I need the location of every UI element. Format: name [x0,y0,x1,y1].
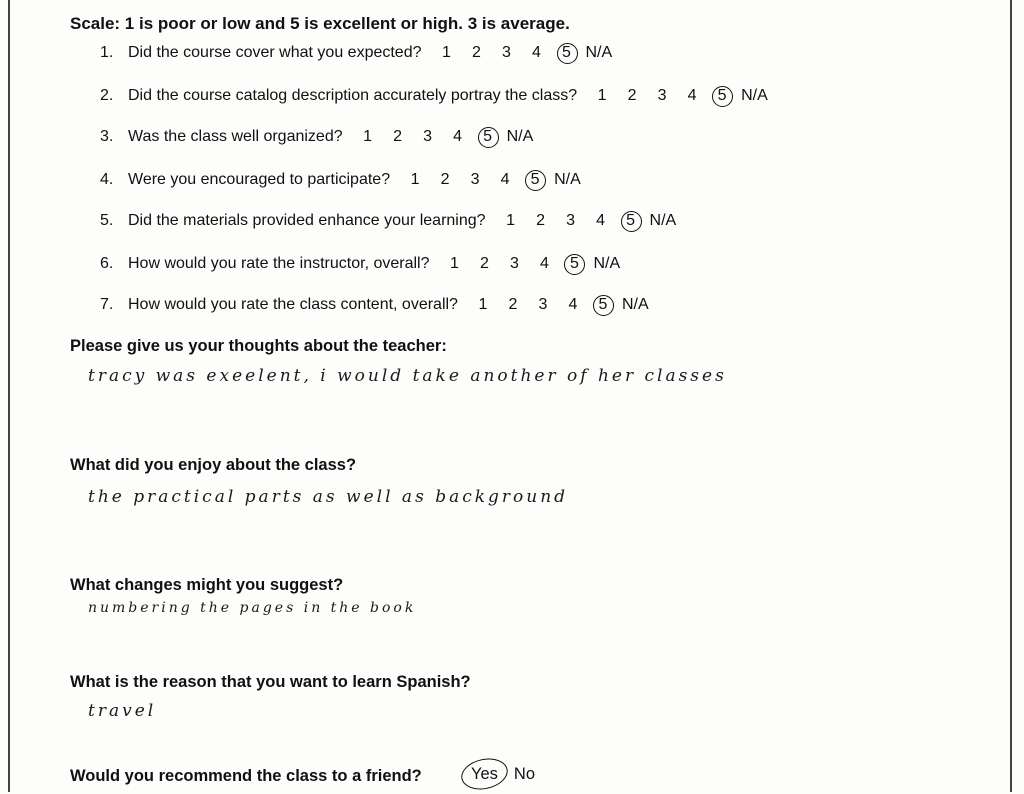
question-text: Was the class well organized? [128,128,343,145]
changes-answer[interactable]: numbering the pages in the book [88,600,417,616]
scale-instructions: Scale: 1 is poor or low and 5 is excellent or high. 3 is average. [70,14,570,33]
question-row [0,128,533,146]
question-row [0,171,581,189]
question-text: Did the materials provided enhance your learning? [128,212,486,229]
rating-option-5[interactable]: 5 [552,44,582,62]
rating-option-5[interactable]: 5 [588,296,618,314]
rating-option-3[interactable]: 3 [566,212,575,229]
rating-option-1[interactable]: 1 [442,44,451,61]
rating-option-2[interactable]: 2 [480,255,489,272]
rating-option-4[interactable]: 4 [500,171,510,188]
question-text: Were you encouraged to participate? [128,171,391,188]
recommend-options [467,765,539,784]
question-row [0,44,612,62]
rating-option-4[interactable]: 4 [568,296,578,313]
question-row [0,212,676,230]
rating-option-2[interactable]: 2 [472,44,481,61]
question-text: How would you rate the instructor, overall? [128,255,430,272]
rating-option-1[interactable]: 1 [597,87,607,104]
recommend-label: Would you recommend the class to a friend? [70,767,422,785]
recommend-no-option[interactable]: No [513,765,536,783]
rating-option-5[interactable]: 5 [707,87,737,105]
rating-option-5[interactable]: 5 [473,128,503,146]
reason-label: What is the reason that you want to learn Spanish? [70,673,471,691]
rating-option-1[interactable]: 1 [410,171,420,188]
rating-option-1[interactable]: 1 [450,255,459,272]
rating-option-1[interactable]: 1 [478,296,488,313]
rating-option-5[interactable]: 5 [616,212,646,230]
rating-option-na[interactable]: N/A [593,255,621,272]
rating-option-na[interactable]: N/A [649,212,677,229]
question-text: How would you rate the class content, overall? [128,296,458,313]
question-number: 2. [100,87,114,104]
question-number: 3. [100,128,114,145]
teacher-thoughts-label: Please give us your thoughts about the teacher: [70,337,447,355]
question-row [0,255,620,273]
rating-option-2[interactable]: 2 [627,87,637,104]
reason-answer[interactable]: travel [88,701,157,721]
teacher-thoughts-answer[interactable]: tracy was exeelent, i would take another of her classes [88,366,727,386]
rating-option-4[interactable]: 4 [687,87,697,104]
rating-option-na[interactable]: N/A [554,171,581,188]
rating-option-3[interactable]: 3 [502,44,511,61]
rating-option-2[interactable]: 2 [508,296,518,313]
rating-option-4[interactable]: 4 [532,44,541,61]
question-row [0,296,649,314]
rating-option-2[interactable]: 2 [393,128,403,145]
rating-option-3[interactable]: 3 [538,296,548,313]
rating-option-4[interactable]: 4 [540,255,549,272]
rating-option-na[interactable]: N/A [621,296,649,313]
rating-option-na[interactable]: N/A [585,44,613,61]
rating-option-4[interactable]: 4 [453,128,463,145]
rating-option-2[interactable]: 2 [440,171,450,188]
rating-option-3[interactable]: 3 [657,87,667,104]
question-number: 7. [100,296,114,313]
rating-option-1[interactable]: 1 [363,128,373,145]
rating-option-5[interactable]: 5 [520,171,550,189]
rating-option-3[interactable]: 3 [423,128,433,145]
rating-option-2[interactable]: 2 [536,212,545,229]
recommend-yes-option[interactable]: Yes [467,765,502,784]
question-text: Did the course catalog description accurately portray the class? [128,87,578,104]
question-number: 4. [100,171,114,188]
question-number: 1. [100,44,114,61]
enjoy-answer[interactable]: the practical parts as well as background [88,487,569,507]
question-number: 5. [100,212,114,229]
rating-option-3[interactable]: 3 [470,171,480,188]
enjoy-label: What did you enjoy about the class? [70,456,357,474]
question-number: 6. [100,255,114,272]
changes-label: What changes might you suggest? [70,576,344,594]
question-row [0,87,768,105]
rating-option-na[interactable]: N/A [741,87,768,104]
rating-option-3[interactable]: 3 [510,255,519,272]
rating-option-4[interactable]: 4 [596,212,605,229]
rating-option-1[interactable]: 1 [506,212,515,229]
question-text: Did the course cover what you expected? [128,44,422,61]
rating-option-na[interactable]: N/A [506,128,534,145]
rating-option-5[interactable]: 5 [559,255,589,273]
